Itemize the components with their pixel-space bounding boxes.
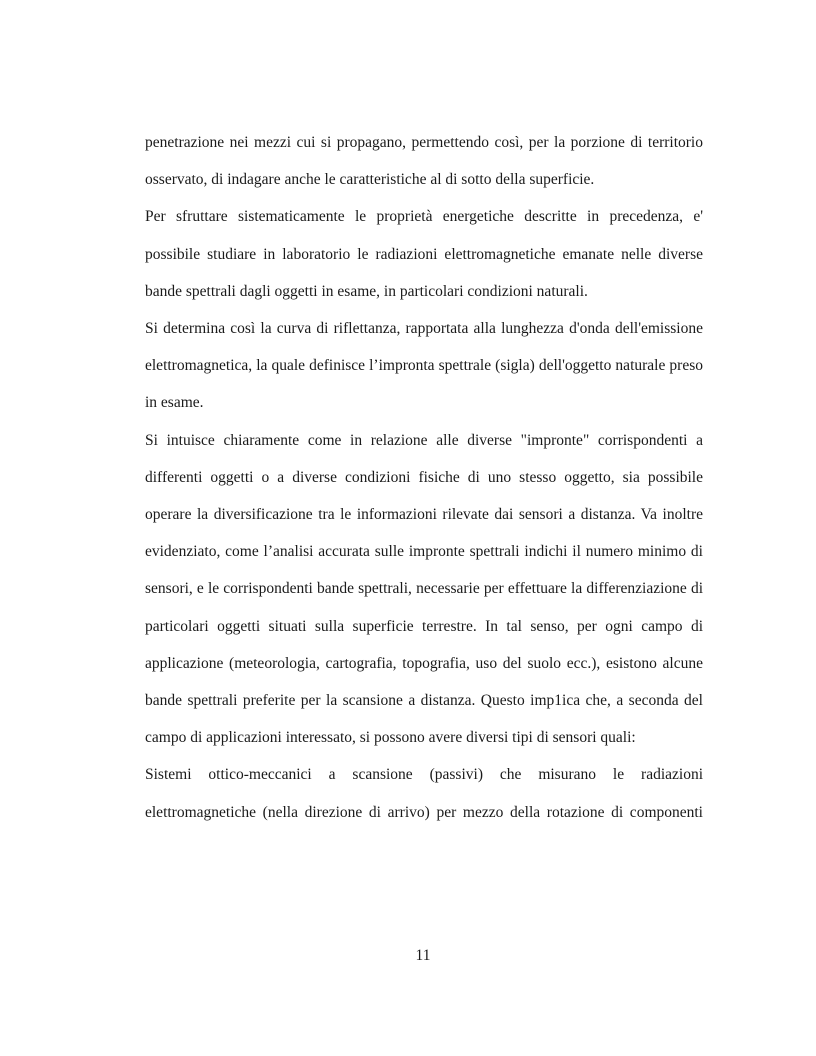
page-number: 11 (415, 947, 431, 964)
paragraph-3: Si determina così la curva di riflettanza, rapportata alla lunghezza d'onda dell'emissione elettromagnetica, la quale definisce l’impronta spettrale (sigla) dell'oggetto naturale preso in esame. (145, 320, 703, 412)
paragraph-4: Si intuisce chiaramente come in relazione alle diverse "impronte" corrispondenti a differenti oggetti o a diverse condizioni fisiche di uno stesso oggetto, sia possibile operare la diversificazione tra le informazioni rilevate dai sensori a distanza. Va inoltre evidenziato, come l’analisi accurata sulle impronte spettrali indichi il numero minimo di sensori, e le corrispondenti bande spettrali, necessarie per effettuare la differenziazione di particolari oggetti situati sulla superficie terrestre. In tal senso, per ogni campo di applicazione (meteorologia, cartografia, topografia, uso del suolo ecc.), esistono alcune bande spettrali preferite per la scansione a distanza. Questo imp1ica che, a seconda del campo di applicazioni interessato, si possono avere diversi tipi di sensori quali: (145, 431, 703, 747)
paragraph-5: Sistemi ottico-meccanici a scansione (passivi) che misurano le radiazioni elettromagnetiche (nella direzione di arrivo) per mezzo della rotazione di componenti (145, 766, 703, 821)
paragraph-2: Per sfruttare sistematicamente le proprietà energetiche descritte in precedenza, e' possibile studiare in laboratorio le radiazioni elettromagnetiche emanate nelle diverse bande spettrali dagli oggetti in esame, in particolari condizioni naturali. (145, 208, 703, 300)
paragraph-1: penetrazione nei mezzi cui si propagano, permettendo così, per la porzione di territorio osservato, di indagare anche le caratteristiche al di sotto della superficie. (145, 134, 703, 189)
body-text (145, 124, 703, 831)
